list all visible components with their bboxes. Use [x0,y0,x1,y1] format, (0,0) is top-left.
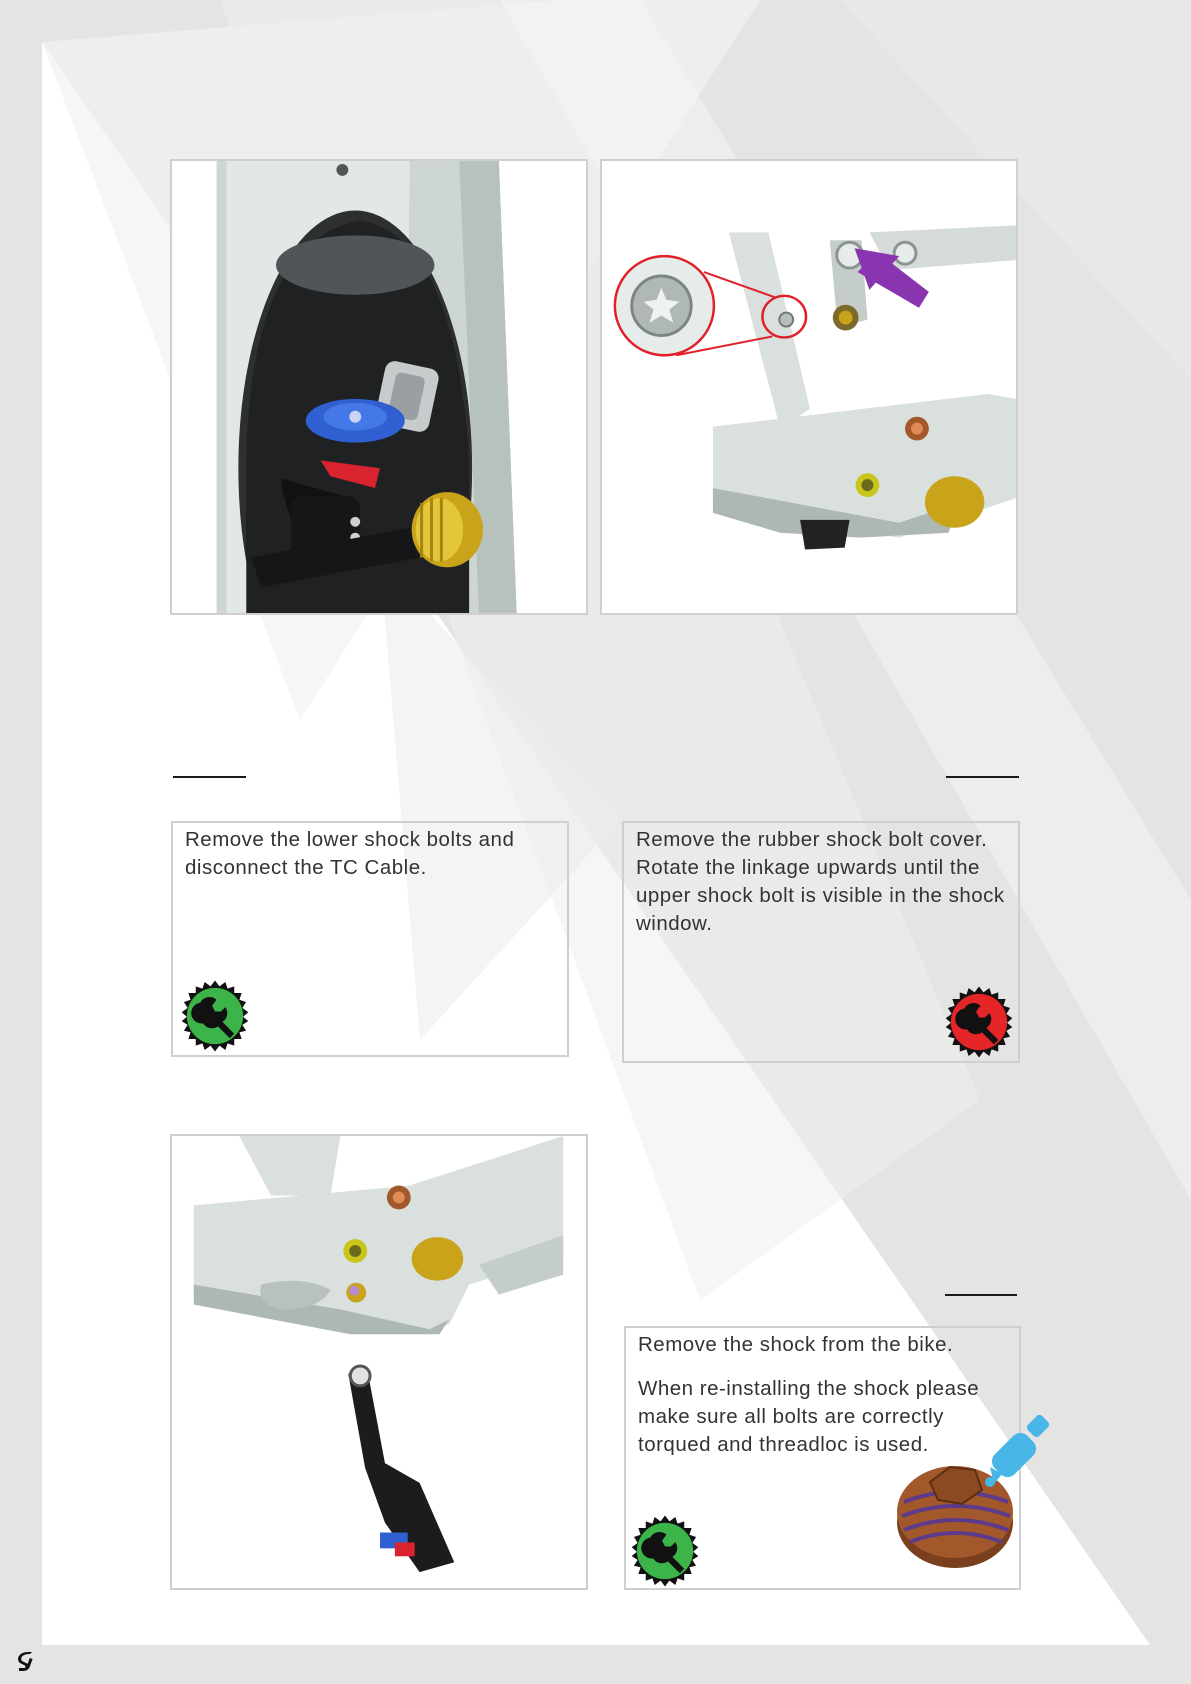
scott-logo-icon [16,1652,36,1674]
wrench-icon [178,979,252,1053]
wrench-icon [628,1514,702,1588]
threadlock-bolt-illustration [890,1412,1062,1568]
wrench-icon [942,985,1016,1059]
step-instruction-box-lower-bolts [171,821,569,1057]
step-instruction-text-2: When re-installing the shock please make sure all bolts are correctly torqued and threadloc is used. [638,1377,980,1456]
step-instruction-text: Remove the rubber shock bolt cover. Rotate the linkage upwards until the upper shock bolt is visible in the shock window. [636,828,1005,935]
divider-line-left [173,776,246,778]
step-instruction-text: Remove the lower shock bolts and disconnect the TC Cable. [185,828,515,879]
shock-removal-image [170,1134,588,1590]
divider-line-bottom [945,1294,1017,1296]
linkage-image [600,159,1018,615]
shock-window-image [170,159,588,615]
step-instruction-text-1: Remove the shock from the bike. [638,1333,954,1356]
divider-line-right [946,776,1019,778]
step-instruction-box-linkage [622,821,1020,1063]
